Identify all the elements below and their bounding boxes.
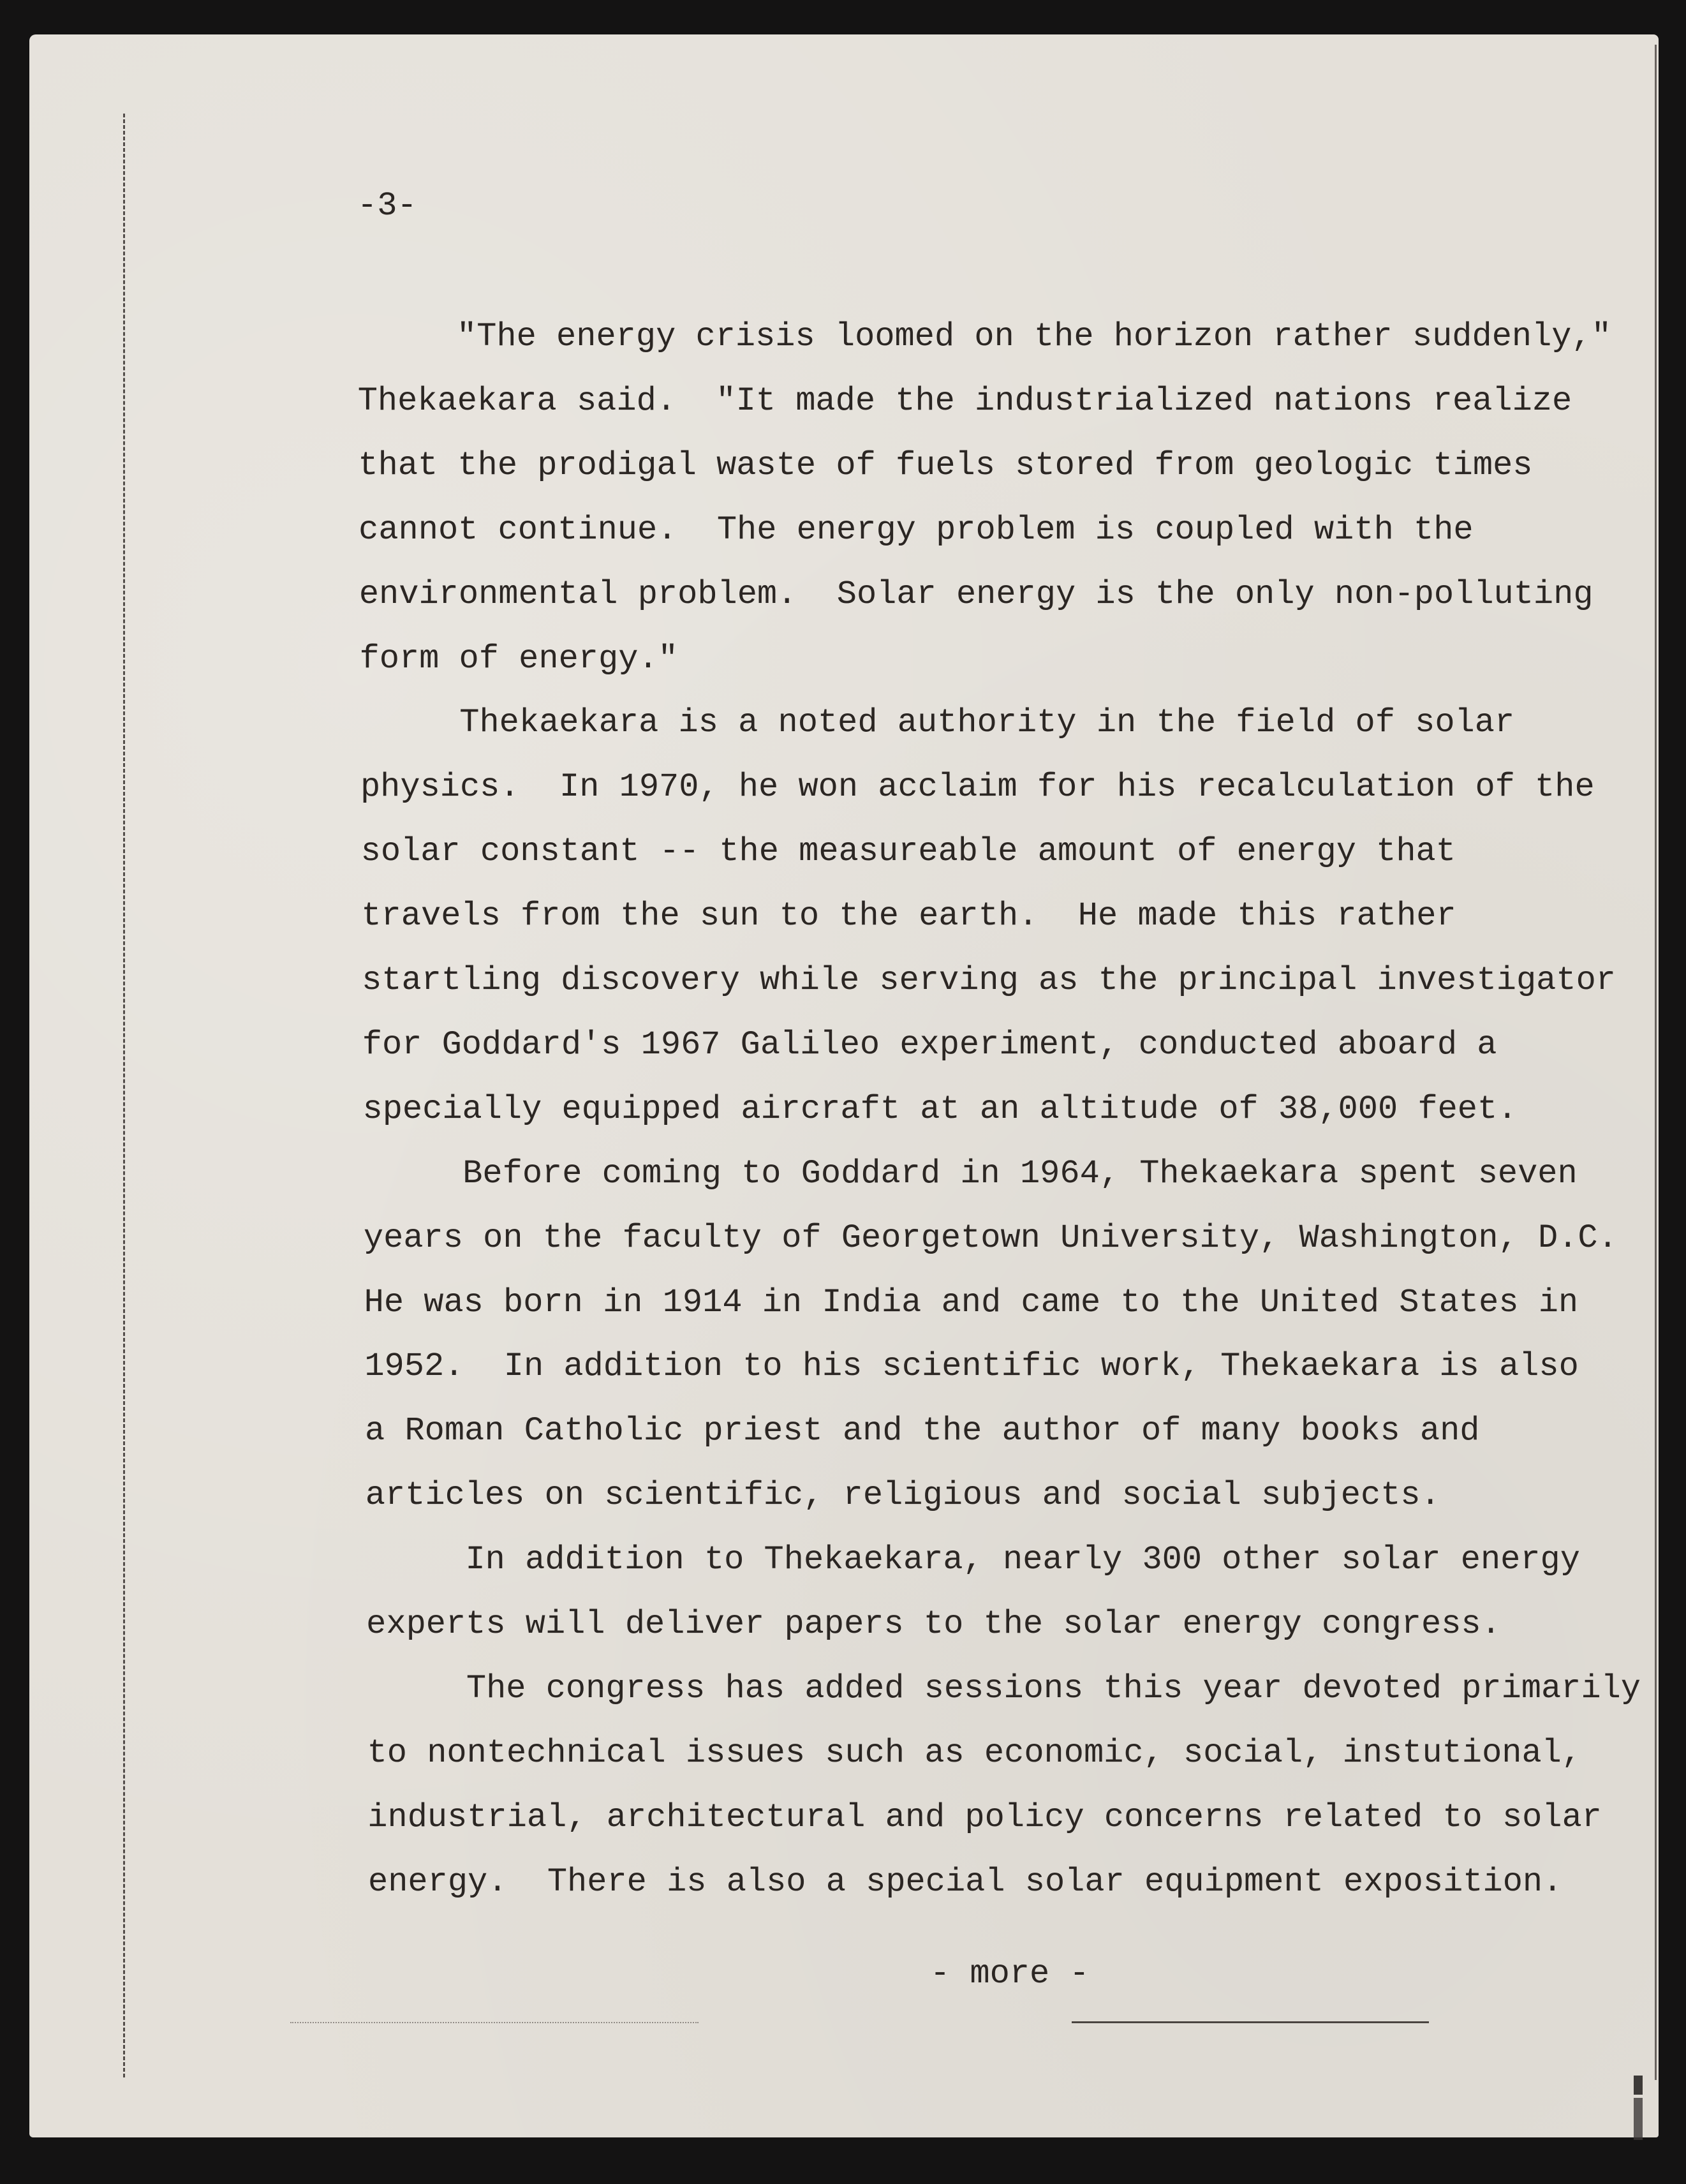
text-line: physics. In 1970, he won acclaim for his recalculation of the	[360, 768, 1595, 806]
text-line: specially equipped aircraft at an altitude of 38,000 feet.	[362, 1090, 1518, 1128]
margin-rule	[123, 114, 125, 2077]
continuation-marker: - more -	[930, 1955, 1090, 1993]
text-line: travels from the sun to the earth. He made this rather	[361, 897, 1456, 935]
text-line: a Roman Catholic priest and the author of many books and	[365, 1412, 1480, 1450]
text-line: cannot continue. The energy problem is coupled with the	[359, 510, 1474, 549]
text-line: articles on scientific, religious and social subjects.	[365, 1476, 1440, 1515]
text-line: to nontechnical issues such as economic, social, instutional,	[367, 1734, 1582, 1772]
text-line: years on the faculty of Georgetown University, Washington, D.C.	[363, 1219, 1618, 1257]
bottom-rule	[1072, 2021, 1429, 2023]
text-line: for Goddard's 1967 Galileo experiment, conducted aboard a	[362, 1025, 1497, 1064]
text-line: Thekaekara is a noted authority in the field of solar	[360, 704, 1515, 742]
text-line: environmental problem. Solar energy is the only non-polluting	[359, 575, 1594, 613]
text-line: In addition to Thekaekara, nearly 300 other solar energy	[366, 1541, 1580, 1579]
text-line: "The energy crisis loomed on the horizon rather suddenly,"	[357, 318, 1611, 355]
text-line: form of energy."	[359, 639, 678, 678]
right-edge-line	[1655, 45, 1657, 2080]
edge-tab-mark	[1634, 2098, 1643, 2140]
text-line: energy. There is also a special solar equipment exposition.	[368, 1862, 1563, 1901]
text-line: 1952. In addition to his scientific work, Thekaekara is also	[364, 1348, 1579, 1386]
text-line: experts will deliver papers to the solar energy congress.	[366, 1605, 1501, 1643]
text-line: Thekaekara said. "It made the industrialized nations realize	[357, 382, 1572, 420]
text-line: solar constant -- the measureable amount of energy that	[360, 833, 1456, 871]
text-line: Before coming to Goddard in 1964, Thekaekara spent seven	[363, 1154, 1578, 1192]
text-line: that the prodigal waste of fuels stored from geologic times	[358, 446, 1533, 484]
text-line: startling discovery while serving as the principal investigator	[362, 962, 1616, 999]
bottom-rule-faint	[290, 2022, 699, 2023]
edge-tab-mark	[1634, 2076, 1643, 2095]
text-line: He was born in 1914 in India and came to the United States in	[364, 1283, 1579, 1321]
text-line: industrial, architectural and policy concerns related to solar	[367, 1798, 1602, 1836]
page-number: -3-	[357, 187, 417, 225]
text-line: The congress has added sessions this year devoted primarily	[366, 1669, 1641, 1707]
